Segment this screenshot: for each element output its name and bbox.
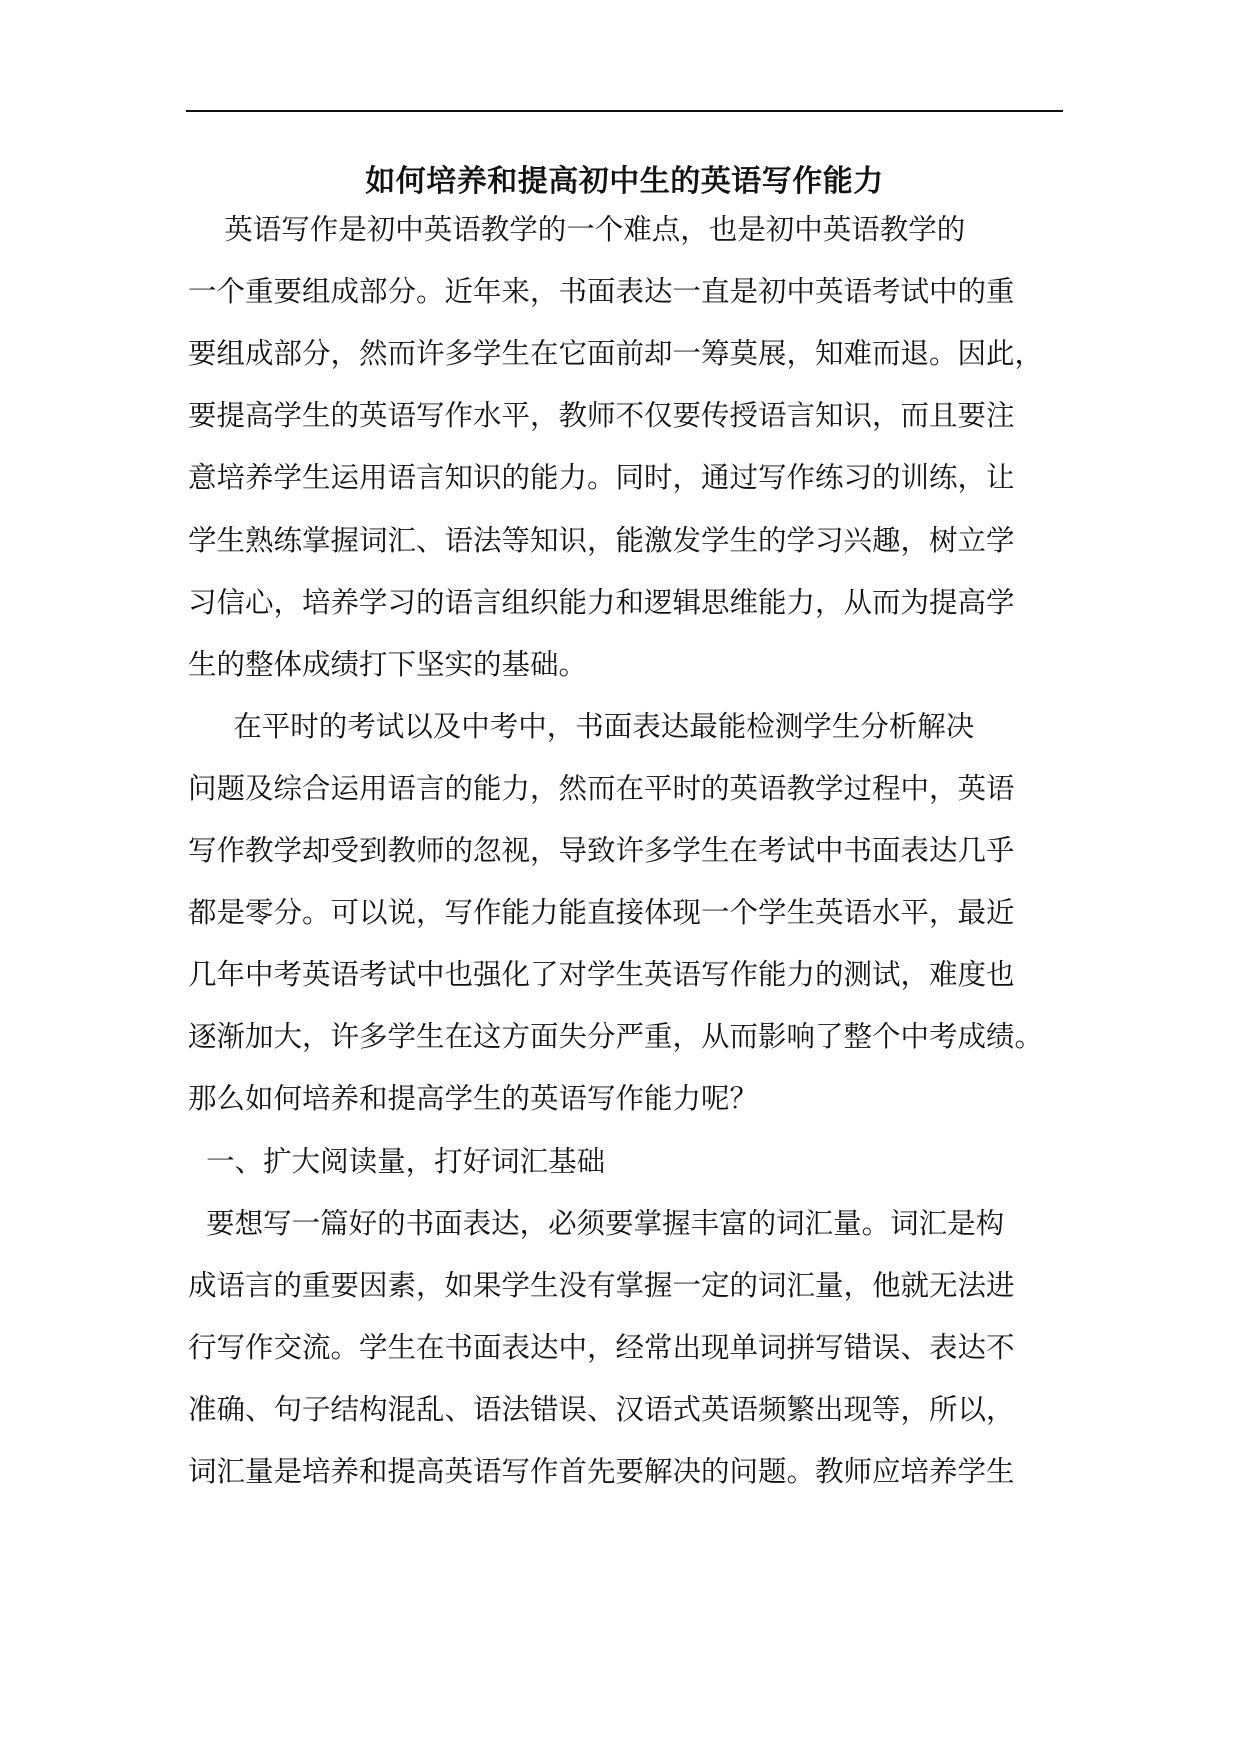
body-text-line: 要想写一篇好的书面表达，必须要掌握丰富的词汇量。词汇是构 [188, 1206, 1005, 1240]
body-text-line: 成语言的重要因素，如果学生没有掌握一定的词汇量，他就无法进 [188, 1268, 1015, 1302]
body-text-line: 行写作交流。学生在书面表达中，经常出现单词拼写错误、表达不 [188, 1330, 1015, 1364]
body-text-line: 逐渐加大，许多学生在这方面失分严重，从而影响了整个中考成绩。 [188, 1020, 1044, 1054]
body-text-line: 一个重要组成部分。近年来，书面表达一直是初中英语考试中的重 [188, 275, 1015, 309]
document-title: 如何培养和提高初中生的英语写作能力 [365, 164, 884, 199]
body-text-line: 学生熟练掌握词汇、语法等知识，能激发学生的学习兴趣，树立学 [188, 523, 1015, 557]
body-text-line: 在平时的考试以及中考中，书面表达最能检测学生分析解决 [188, 709, 975, 743]
body-text-line: 习信心，培养学习的语言组织能力和逻辑思维能力，从而为提高学 [188, 585, 1015, 619]
body-text-line: 要提高学生的英语写作水平，教师不仅要传授语言知识，而且要注 [188, 399, 1015, 433]
body-text-line: 那么如何培养和提高学生的英语写作能力呢？ [188, 1082, 759, 1116]
body-text-line: 都是零分。可以说，写作能力能直接体现一个学生英语水平，最近 [188, 896, 1015, 930]
body-text-line: 英语写作是初中英语教学的一个难点，也是初中英语教学的 [188, 213, 966, 246]
body-text-line: 几年中考英语考试中也强化了对学生英语写作能力的测试，难度也 [188, 958, 1015, 992]
body-text-line: 词汇量是培养和提高英语写作首先要解决的问题。教师应培养学生 [188, 1455, 1015, 1488]
body-text-line: 写作教学却受到教师的忽视，导致许多学生在考试中书面表达几乎 [188, 834, 1015, 867]
body-text-line: 意培养学生运用语言知识的能力。同时，通过写作练习的训练，让 [188, 461, 1015, 495]
body-text-line: 一、扩大阅读量，打好词汇基础 [188, 1144, 606, 1178]
body-text-line: 准确、句子结构混乱、语法错误、汉语式英语频繁出现等，所以， [188, 1392, 1015, 1426]
body-text-line: 要组成部分，然而许多学生在它面前却一筹莫展，知难而退。因此， [188, 337, 1044, 371]
body-text-line: 生的整体成绩打下坚实的基础。 [188, 647, 588, 681]
header-rule [186, 110, 1063, 112]
body-text-line: 问题及综合运用语言的能力，然而在平时的英语教学过程中，英语 [188, 771, 1015, 805]
